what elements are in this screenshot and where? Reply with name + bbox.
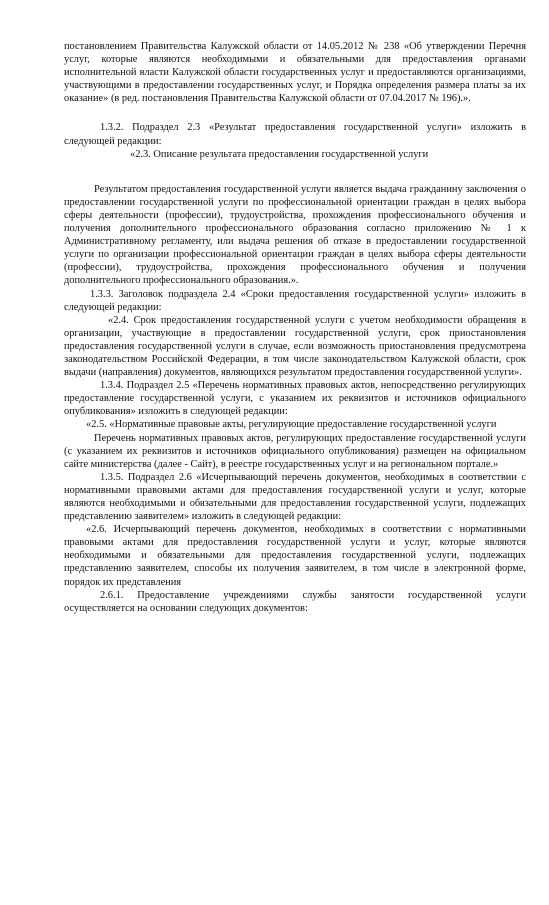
document-page <box>64 40 526 615</box>
paragraph-regulation-reference: постановлением Правительства Калужской области от 14.05.2012 № 238 «Об утверждении Перечня услуг, которые являются необходимыми и обязательными для предоставления органами исполнительной власти Калужской области государственных услуг и предоставляются организациями, участвующими в предоставлении государственных услуг, и Порядка определения размера платы за их оказание» (в ред. постановления Правительства Калужской области от 07.04.2017 № 196).». <box>64 41 526 105</box>
paragraph-2-6-heading: «2.6. Исчерпывающий перечень документов, необходимых в соответствии с нормативными правовыми актами для предоставления государственной услуги и услуг, которые являются необходимыми и обязательными для предоставления государственной услуги, подлежащих представлению заявителем, способы их получения заявителем, в том числе в электронной форме, порядок их представления <box>64 524 526 588</box>
paragraph-1-3-5: 1.3.5. Подраздел 2.6 «Исчерпывающий перечень документов, необходимых в соответствии с нормативными правовыми актами для предоставления государственной услуги и услуг, которые являются необходимыми и обязательными для предоставления государственной услуги, подлежащих представлению заявителем» изложить в следующей редакции: <box>64 471 526 523</box>
paragraph-1-3-2: 1.3.2. Подраздел 2.3 «Результат предоставления государственной услуги» изложить в следующей редакции: <box>64 122 526 147</box>
paragraph-2-5-list: Перечень нормативных правовых актов, регулирующих предоставление государственной услуги (с указанием их реквизитов и источников официального опубликования) размещен на официальном сайте министерства (далее - Сайт), в реестре государственных услуг и на региональном портале.» <box>64 432 526 470</box>
paragraph-2-4-term: «2.4. Срок предоставления государственной услуги с учетом необходимости обращения в организации, участвующие в предоставлении государственной услуги, срок приостановления предоставления государственной услуги в случае, если возможность приостановления предусмотрена законодательством Российской Федерации, в том числе законодательством Калужской области, срок выдачи (направления) документов, являющихся результатом предоставления государственной услуги». <box>64 314 526 379</box>
paragraph-1-3-3: 1.3.3. Заголовок подраздела 2.4 «Сроки предоставления государственной услуги» изложить в следующей редакции: <box>64 288 526 313</box>
paragraph-result-description: Результатом предоставления государственной услуги является выдача гражданину заключения о предоставлении государственной услуги по профессиональной ориентации граждан в целях выбора сферы деятельности (профессии), трудоустройства, прохождения профессионального обучения и получения дополнительного профессионального образования согласно приложению № 1 к Административному регламенту, или выдача решения об отказе в предоставлении государственной услуги по организации профессиональной ориентации граждан в целях выбора сферы деятельности (профессии), трудоустройства, прохождения профессионального обучения и получения дополнительного профессионального образования.». <box>64 183 526 287</box>
section-heading-2-3: «2.3. Описание результата предоставления государственной услуги <box>130 148 429 160</box>
paragraph-2-6-1: 2.6.1. Предоставление учреждениями службы занятости государственной услуги осуществляется на основании следующих документов: <box>64 589 526 614</box>
paragraph-1-3-4: 1.3.4. Подраздел 2.5 «Перечень нормативных правовых актов, непосредственно регулирующих предоставление государственной услуги, с указанием их реквизитов и источников официального опубликования» изложить в следующей редакции: <box>64 380 526 418</box>
paragraph-2-5-heading: «2.5. «Нормативные правовые акты, регулирующие предоставление государственной услуги <box>86 419 497 431</box>
